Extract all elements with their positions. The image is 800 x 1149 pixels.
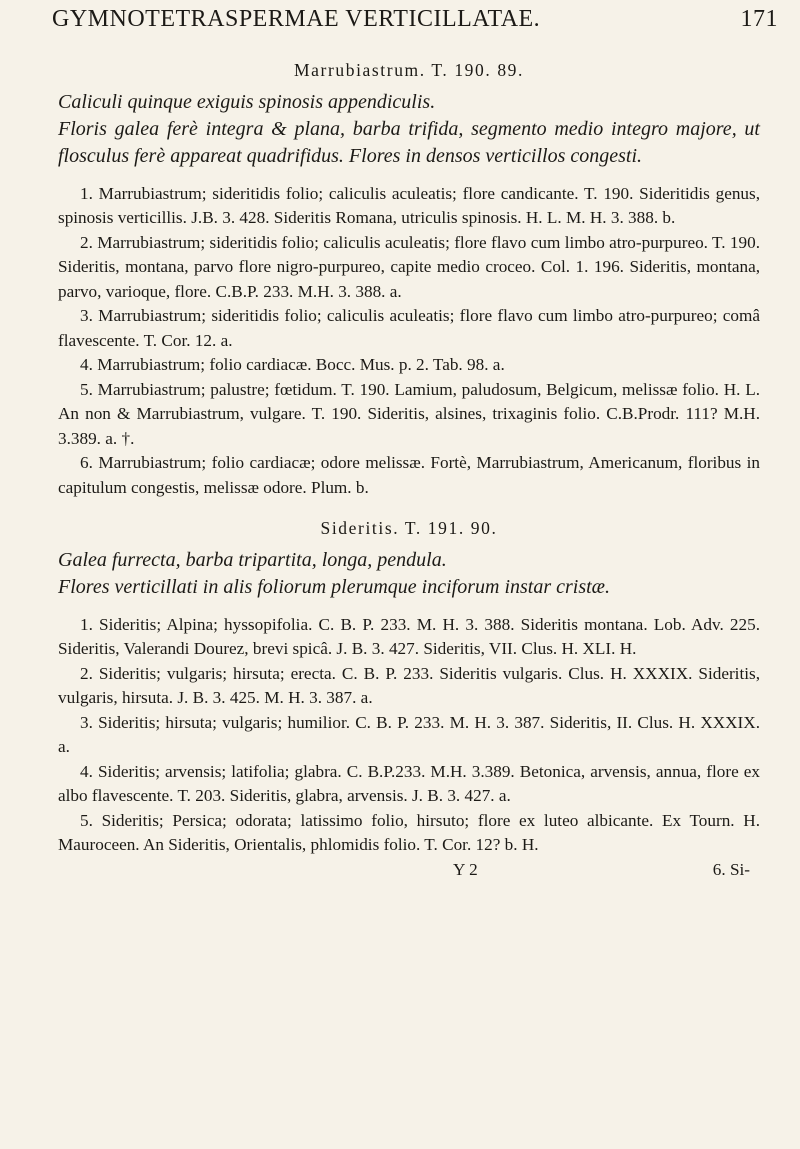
species-entry: 3. Sideritis; hirsuta; vulgaris; humilior. C. B. P. 233. M. H. 3. 387. Sideritis, II. Clus. H. XXXIX. a.: [58, 712, 760, 756]
species-entry: 4. Marrubiastrum; folio cardiacæ. Bocc. Mus. p. 2. Tab. 98. a.: [80, 355, 505, 374]
species-entry: 2. Sideritis; vulgaris; hirsuta; erecta. C. B. P. 233. Sideritis vulgaris. Clus. H. XXXIX. Sideritis, vulgaris, hirsuta. J. B. 3. 425. M. H. 3. 387. a.: [58, 663, 760, 707]
diagnosis-line: Floris galea ferè integra & plana, barba trifida, segmento medio integro majore, ut flosculus ferè appareat quadrifidus. Flores in densos verticillos congesti.: [58, 117, 760, 167]
signature-mark: Y 2: [453, 859, 478, 879]
page-number: 171: [740, 6, 778, 32]
section-heading-marrubiastrum: Marrubiastrum. T. 190. 89.: [293, 60, 525, 80]
species-entry: 6. Marrubiastrum; folio cardiacæ; odore melissæ. Fortè, Marrubiastrum, Americanum, floribus in capitulum congestis, melissæ odore. Plum. b.: [58, 453, 760, 497]
page-body: [58, 58, 760, 884]
running-head: [52, 6, 778, 40]
species-entry: 1. Marrubiastrum; sideritidis folio; caliculis aculeatis; flore candicante. T. 190. Sideritidis genus, spinosis verticillis. J.B. 3. 428. Sideritis Romana, utriculis spinosis. H. L. M. H. 3. 388. b.: [58, 183, 760, 227]
diagnosis-line: Galea furrecta, barba tripartita, longa, pendula.: [58, 548, 447, 571]
genus-diagnosis-marrubiastrum: [58, 89, 760, 170]
species-entry: 1. Sideritis; Alpina; hyssopifolia. C. B. P. 233. M. H. 3. 388. Sideritis montana. Lob. Adv. 225. Sideritis, Valerandi Dourez, brevi spicâ. J. B. 3. 427. Sideritis, VII. Clus. H. XLI. H.: [58, 614, 760, 658]
genus-diagnosis-sideritis: [58, 547, 760, 601]
catchword: 6. Si-: [712, 859, 750, 879]
species-entry: 2. Marrubiastrum; sideritidis folio; caliculis aculeatis; flore flavo cum limbo atro-purpureo. T. 190. Sideritis, montana, parvo flore nigro-purpureo, capite medio croceo. Col. 1. 196. Sideritis, montana, parvo, varioque, flore. C.B.P. 233. M.H. 3. 388. a.: [58, 232, 760, 301]
diagnosis-line: Caliculi quinque exiguis spinosis appendiculis.: [58, 90, 436, 113]
diagnosis-line: Flores verticillati in alis foliorum plerumque inciforum instar cristæ.: [58, 575, 611, 598]
species-entry: 4. Sideritis; arvensis; latifolia; glabra. C. B.P.233. M.H. 3.389. Betonica, arvensis, annua, flore ex albo flavescente. T. 203. Sideritis, glabra, arvensis. J. B. 3. 427. a.: [58, 761, 760, 805]
section-heading-sideritis: Sideritis. T. 191. 90.: [320, 518, 498, 538]
species-entry: 3. Marrubiastrum; sideritidis folio; caliculis aculeatis; flore flavo cum limbo atro-purpureo; comâ flavescente. T. Cor. 12. a.: [58, 306, 760, 350]
page-footer: [58, 858, 760, 884]
species-entry: 5. Sideritis; Persica; odorata; latissimo folio, hirsuto; flore ex luteo albicante. Ex Tourn. H. Mauroceen. An Sideritis, Orientalis, phlomidis folio. T. Cor. 12? b. H.: [58, 810, 760, 854]
running-title: GYMNOTETRASPERMAE VERTICILLATAE.: [52, 6, 541, 32]
species-entry: 5. Marrubiastrum; palustre; fœtidum. T. 190. Lamium, paludosum, Belgicum, melissæ folio. H. L. An non & Marrubiastrum, vulgare. T. 190. Sideritis, alsines, trixaginis folio. C.B.Prodr. 111? M.H. 3.389. a. †.: [58, 379, 760, 448]
